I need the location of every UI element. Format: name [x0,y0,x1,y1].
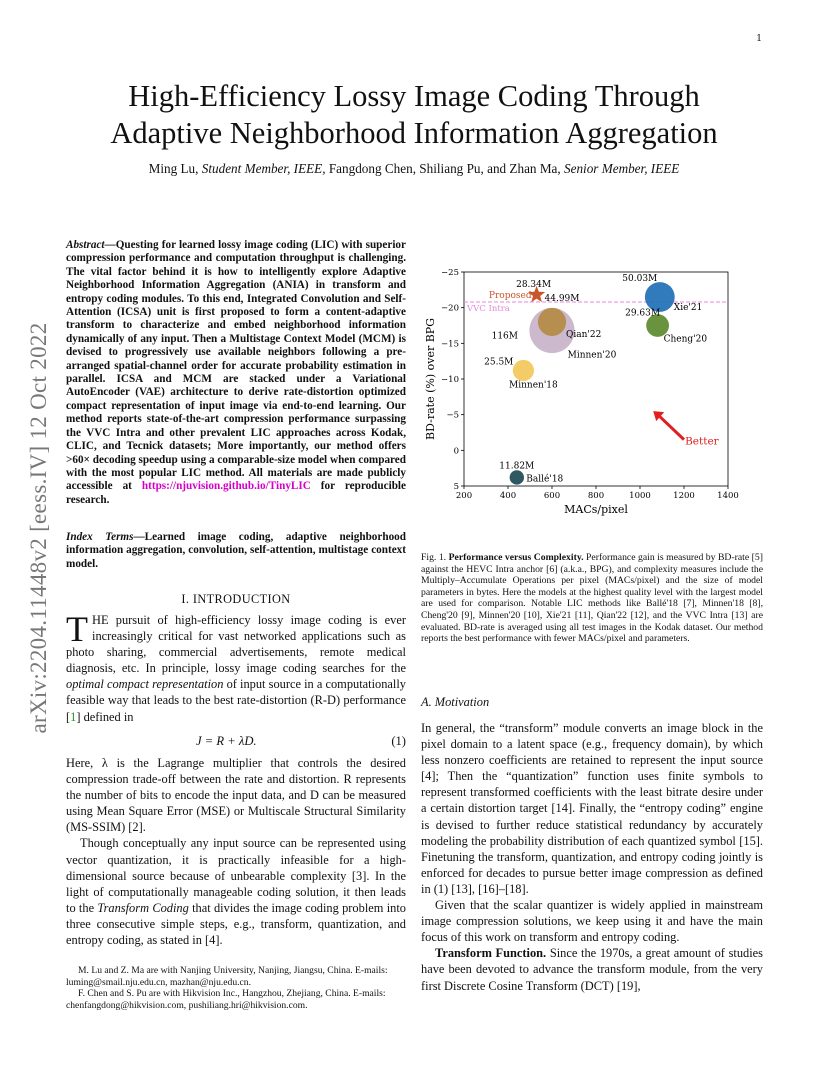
index-terms-text: —Learned image coding, adaptive neighborhood information aggregation, convolution, self-attention, multistage context model. [66,531,406,570]
author-2-role: Senior Member, IEEE [564,161,680,176]
y-tick-label: −10 [441,375,459,385]
x-axis-label: MACs/pixel [564,503,628,516]
intro-paragraph-2: Here, λ is the Lagrange multiplier that controls the desired compression trade-off between the rate and distortion. R represents the number of bits to encode the input data, and D can be measured using Mean Square Error (MSE) or Multiscale Structural Similarity (MS-SSIM) [2]. [66,756,406,835]
citation-link[interactable]: 1 [70,709,77,724]
index-terms [66,531,406,571]
index-terms-lead: Index Terms [66,531,134,543]
x-tick-label: 600 [543,491,561,501]
abstract-text: —Questing for learned lossy image coding (LIC) with superior compression performance and computation throughput is challenging. The vital factor behind it is how to intelligently explore Adaptive Neighborhood Information Aggregation (ANIA) in transform and entropy coding modules. To this end, Integrated Convolution and Self-Attention (ICSA) unit is first proposed to form a content-adaptive transform to characterize and embed neighborhood information dynamically of any input. Then a Multistage Context Model (MCM) is devised to progressively use available neighbors following a pre-arranged spatial-channel order for accurate probability estimation in parallel. ICSA and MCM are stacked under a Variational AutoEncoder (VAE) architecture to derive rate-distortion optimized compact representation of input image via end-to-end learning. Our method reports state-of-the-art compression performance surpassing the VVC Intra and other prevalent LIC approaches across Kodak, CLIC, and Tecnick datasets; More importantly, our method offers >60× decoding speedup using a comparable-size model when compared with the most popular LIC method. All materials are made publicly accessible at [66,239,406,493]
series-label-cheng-20: Cheng'20 [663,334,708,345]
motivation-paragraph-3 [421,945,763,993]
author-1: Ming Lu, [148,161,202,176]
intro-paragraph-1 [66,609,407,725]
footnote-2: F. Chen and S. Pu are with Hikvision Inc., Hangzhou, Zhejiang, China. E-mails: chenfangdong@hikvision.com, pushiliang.hri@hikvision.com. [66,988,386,1011]
y-tick-label: −25 [441,268,459,278]
equation-text: J = R + λD. [196,734,257,748]
author-line [60,161,768,177]
intro-p1a: HE pursuit of high-efficiency lossy image coding is ever increasingly critical for vast networked applications such as photo sharing, commercial advertisements, remote medical diagnosis, etc. In principle, lossy image coding searches for the [66,613,406,676]
param-label-proposed: 28.34M [516,279,552,290]
series-label-xie-21: Xie'21 [673,302,703,313]
y-axis-label: BD-rate (%) over BPG [424,318,437,440]
series-label-minnen-18: Minnen'18 [509,380,558,391]
motivation-paragraph-2: Given that the scalar quantizer is widely applied in mainstream image compression solutions, we keep using it and have the main focus of this work on transform and entropy coding. [421,898,763,945]
transform-function-heading: Transform Function. [435,946,547,961]
footnote-1: M. Lu and Z. Ma are with Nanjing University, Nanjing, Jiangsu, China. E-mails: luming@smail.nju.edu.cn, mazhan@nju.edu.cn. [66,965,388,988]
x-tick-label: 1000 [629,491,651,501]
intro-p1c: ] defined in [76,709,134,724]
caption-text: Performance gain is measured by BD-rate [5] against the HEVC Intra anchor [6] (a.k.a., BPG), and complexity measures include the Multiply–Accumulate Operations per pixel (MACs/pixel) and the size of model parameters in bytes. Here the models at the highest quality level with the largest model are used for comparison. Notable LIC methods like Ballé'18 [7], Minnen'18 [8], Cheng'20 [9], Minnen'20 [10], Xie'21 [11], Qian'22 [12], and the VVC Intra [13] are evaluated. BD-rate is averaged using all test images in the Kodak dataset. Our method reports the best performance with fewer MACs/pixel and parameters. [421,552,763,645]
right-column-text [421,720,763,994]
abstract [66,239,406,507]
caption-bold: Performance versus Complexity. [448,552,584,563]
section-heading-introduction: I. INTRODUCTION [181,592,291,606]
motivation-p3: Since the 1970s, a great amount of studies have been devoted to advance the transform module, from the very first Discrete Cosine Transform (DCT) [19], [421,946,763,993]
abstract-lead: Abstract [66,239,105,251]
y-tick-label: 0 [453,446,459,457]
param-label-cheng-20: 29.63M [625,308,661,319]
y-tick-label: −15 [441,339,459,350]
better-arrow-shaft [658,415,684,440]
intro-p1-emphasis: optimal compact representation [66,677,224,692]
param-label-minnen-20: 116M [491,331,518,342]
vvc-intra-label: VVC Intra [467,303,510,314]
author-1-role: Student Member, IEEE, [201,161,326,176]
intro-p3-emphasis: Transform Coding [97,900,189,915]
motivation-paragraph-1: In general, the “transform” module converts an image block in the pixel domain to a latent space (e.g., frequency domain), by which less nonzero coefficients are retained to represent the input source [4]; Then the “quantization” function uses finite symbols to represent transformed coefficients with the least bitrate desire under a certain distortion target [14]. Finally, the “entropy coding” engine is devised to further reduce statistical redundancy by accurately modeling the probability distribution of each quantized symbol [15]. Finetuning the transform, quantization, and entropy coding jointly is enforced for decades to pursue better image compression as defined in (1) [13], [16]–[18]. [421,721,763,896]
series-label-proposed: Proposed [488,290,532,301]
project-link[interactable]: https://njuvision.github.io/TinyLIC [141,480,311,493]
y-tick-label: −20 [441,303,459,314]
series-label-minnen-20: Minnen'20 [567,350,617,361]
y-tick-label: 5 [453,482,459,492]
equation-number: (1) [391,734,406,748]
drop-cap: T [66,609,88,649]
series-label-qian-22: Qian'22 [566,329,602,340]
param-label-ball-18: 11.82M [499,461,535,472]
param-label-xie-21: 50.03M [622,273,658,284]
intro-p1b: of input source in a computationally feasible way that leads to the best rate-distortion (R-D) performance [ [66,677,407,724]
x-tick-label: 1200 [673,491,695,501]
figure-1-caption [421,552,763,645]
x-tick-label: 200 [455,491,473,501]
marker-qian-22 [538,308,566,336]
intro-p3a: Though conceptually any input source can be represented using vector quantization, it is practically infeasible for a high-dimensional source because of unbearable complexity [3]. In the light of computationally manageable coding solution, it then leads to the [66,836,406,915]
intro-continued [66,755,406,948]
intro-paragraph-3 [66,835,406,948]
footnotes [66,965,406,1011]
paper-title [60,78,768,152]
intro-p3b: that divides the image coding problem into three consecutive simple steps, e.g., transform, quantization, and entropy coding, as stated in [4]. [66,900,406,948]
y-tick-label: −5 [446,410,459,421]
param-label-minnen-18: 25.5M [484,357,514,368]
param-label-qian-22: 44.99M [544,293,580,304]
abstract-tail: for reproducible research. [66,480,406,506]
title-line-1: High-Efficiency Lossy Image Coding Through [128,79,700,113]
series-label-ball-18: Ballé'18 [526,474,564,485]
x-tick-label: 400 [499,491,517,501]
better-annotation: Better [685,435,719,448]
marker-xie-21 [645,282,675,312]
arxiv-stamp: arXiv:2204.11448v2 [eess.IV] 12 Oct 2022 [26,322,51,734]
author-2: Fangdong Chen, Shiliang Pu, and Zhan Ma, [325,161,564,176]
x-tick-label: 1400 [717,491,739,501]
x-tick-label: 800 [587,491,605,501]
page-number: 1 [756,34,762,44]
subsection-heading-motivation: A. Motivation [421,695,490,709]
marker-ball-18 [510,470,524,484]
figure-1-chart [418,262,768,520]
title-line-2: Adaptive Neighborhood Information Aggregation [110,116,718,150]
marker-minnen-18 [513,360,534,381]
caption-lead: Fig. 1. [421,552,447,563]
